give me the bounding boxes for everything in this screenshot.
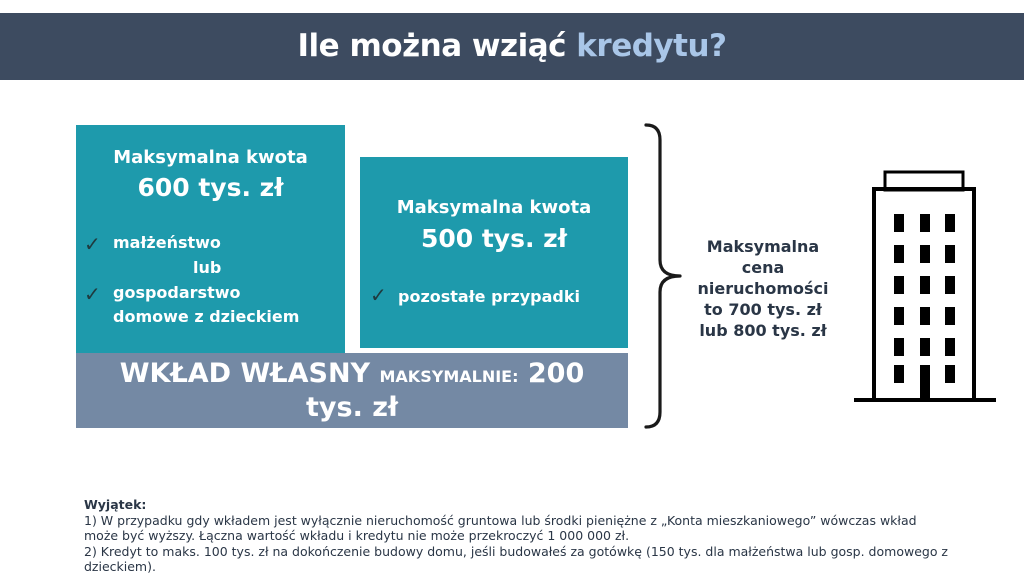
family-lead: Maksymalna kwota — [113, 147, 308, 168]
max-price-line3: nieruchomości — [697, 279, 829, 298]
footnote-line1: 1) W przypadku gdy wkładem jest wyłącznie nieruchomość gruntowa lub środki pieniężne z „Konta mieszkaniowego” wówczas wkład — [84, 512, 917, 528]
own-contribution-amount-part1: 200 — [527, 358, 585, 389]
own-contribution-line1 — [76, 359, 628, 392]
other-lead: Maksymalna kwota — [396, 197, 592, 218]
footnote-line2: może być wyższy. Łączna wartość wkładu i kredytu nie może przekroczyć 1 000 000 zł. — [84, 528, 630, 543]
condition-household-line2: domowe z dzieckiem — [113, 307, 300, 326]
other-amount: 500 tys. zł — [420, 224, 568, 253]
header-bar — [0, 13, 1024, 80]
condition-other: pozostałe przypadki — [398, 287, 580, 306]
own-contribution-amount-part2: tys. zł — [306, 392, 398, 423]
max-price-line4: to 700 tys. zł — [704, 300, 822, 319]
footnote-title: Wyjątek: — [84, 497, 147, 512]
max-price-line1: Maksymalna — [706, 237, 820, 256]
condition-marriage: małżeństwo — [113, 233, 221, 252]
page-title — [0, 13, 1024, 80]
title-main: Ile można wziąć — [297, 28, 577, 64]
other-loan-box — [360, 157, 628, 348]
family-loan-box — [76, 125, 345, 353]
footnote — [84, 497, 984, 575]
max-price-text — [688, 236, 838, 341]
right-curly-brace-icon — [640, 122, 685, 432]
title-accent: kredytu? — [576, 28, 727, 64]
condition-or: lub — [193, 258, 222, 277]
footnote-line4: dzieckiem). — [84, 559, 156, 574]
family-amount: 600 tys. zł — [137, 173, 284, 202]
check-icon: ✓ — [84, 282, 101, 306]
own-contribution-bar — [76, 353, 628, 428]
max-price-line2: cena — [741, 258, 785, 277]
condition-household-line1: gospodarstwo — [113, 283, 241, 302]
building-icon — [850, 168, 1000, 408]
check-icon: ✓ — [370, 283, 387, 307]
footnote-line3: 2) Kredyt to maks. 100 tys. zł na dokończenie budowy domu, jeśli budowałeś za gotówkę (150 tys. dla małżeństwa lub gosp. domowego z — [84, 543, 948, 559]
max-price-line5: lub 800 tys. zł — [699, 321, 827, 340]
check-icon: ✓ — [84, 232, 101, 256]
own-contribution-label: WKŁAD WŁASNY — [119, 358, 371, 389]
own-contribution-qualifier: MAKSYMALNIE: — [379, 367, 519, 386]
